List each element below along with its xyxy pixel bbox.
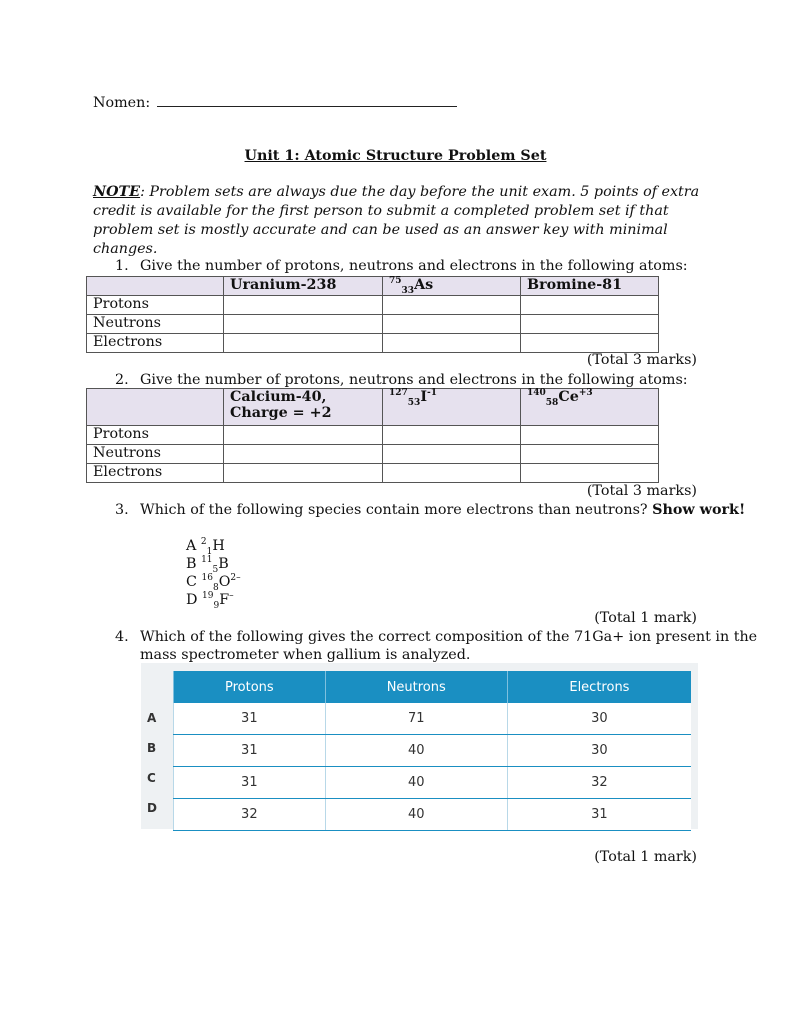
q3-total: (Total 1 mark) xyxy=(594,610,697,626)
q3-options xyxy=(186,537,241,609)
option-letter: B xyxy=(186,556,197,572)
question-number: 2. xyxy=(115,372,129,388)
option-letter: C xyxy=(186,574,197,590)
answer-cell[interactable] xyxy=(521,315,659,334)
question-text: Give the number of protons, neutrons and electrons in the following atoms: xyxy=(140,372,688,388)
mass-number: 19 xyxy=(202,591,214,602)
question-text-wrapper xyxy=(140,502,745,518)
option-letter: D xyxy=(186,592,198,608)
ion-charge: +3 xyxy=(578,388,593,399)
composition-table xyxy=(173,671,691,831)
q2-total: (Total 3 marks) xyxy=(586,483,697,499)
table-header-row xyxy=(87,389,659,426)
answer-cell[interactable] xyxy=(224,334,383,353)
option-b[interactable] xyxy=(186,555,241,573)
atomic-number: 8 xyxy=(212,582,219,593)
column-header xyxy=(521,389,659,426)
composition-table-image xyxy=(141,663,698,829)
answer-cell[interactable] xyxy=(521,334,659,353)
answer-cell[interactable] xyxy=(521,464,659,483)
row-letter: A xyxy=(147,711,157,725)
table-row[interactable] xyxy=(174,703,692,735)
q1-table xyxy=(86,276,659,353)
column-header xyxy=(383,277,521,296)
q1-total: (Total 3 marks) xyxy=(586,352,697,368)
column-header: Neutrons xyxy=(325,671,507,703)
mass-number: 2 xyxy=(200,537,207,548)
table-row xyxy=(87,334,659,353)
table-cell: 30 xyxy=(507,703,691,735)
table-cell: 40 xyxy=(325,767,507,799)
table-cell: 30 xyxy=(507,735,691,767)
table-cell: 31 xyxy=(174,767,326,799)
page-title: Unit 1: Atomic Structure Problem Set xyxy=(244,148,547,164)
element-symbol: F xyxy=(219,592,230,608)
table-row[interactable] xyxy=(174,767,692,799)
ion-charge: -1 xyxy=(427,388,438,399)
column-header: Bromine-81 xyxy=(521,277,659,296)
question-number: 1. xyxy=(115,258,129,274)
note-label: NOTE xyxy=(93,184,141,200)
note-paragraph xyxy=(93,183,703,259)
question-text: Give the number of protons, neutrons and electrons in the following atoms: xyxy=(140,258,688,274)
ion-charge: – xyxy=(229,591,234,602)
mass-number: 127 xyxy=(389,388,408,399)
table-row xyxy=(87,315,659,334)
row-label: Electrons xyxy=(87,334,224,353)
name-blank-line[interactable] xyxy=(157,94,457,107)
row-label: Protons xyxy=(87,426,224,445)
table-cell: 40 xyxy=(325,735,507,767)
table-row xyxy=(87,426,659,445)
atomic-number: 5 xyxy=(212,564,219,575)
answer-cell[interactable] xyxy=(383,426,521,445)
table-cell: 40 xyxy=(325,799,507,831)
answer-cell[interactable] xyxy=(224,315,383,334)
q2-table xyxy=(86,388,659,483)
table-cell: 32 xyxy=(174,799,326,831)
atomic-number: 33 xyxy=(401,285,415,296)
mass-number: 140 xyxy=(527,388,546,399)
table-row[interactable] xyxy=(174,799,692,831)
row-label: Protons xyxy=(87,296,224,315)
ion-charge: 2– xyxy=(230,573,241,584)
table-header-row xyxy=(87,277,659,296)
row-letters xyxy=(147,703,157,823)
name-label: Nomen: xyxy=(93,95,151,111)
column-header-line: Charge = +2 xyxy=(230,405,332,421)
column-header xyxy=(224,389,383,426)
option-a[interactable] xyxy=(186,537,241,555)
column-header-line: Calcium-40, xyxy=(230,389,327,405)
row-label: Neutrons xyxy=(87,445,224,464)
answer-cell[interactable] xyxy=(521,445,659,464)
table-row[interactable] xyxy=(174,735,692,767)
answer-cell[interactable] xyxy=(383,334,521,353)
table-row xyxy=(87,296,659,315)
element-symbol: Ce xyxy=(558,389,579,405)
question-text: Which of the following species contain more electrons than neutrons? xyxy=(140,502,648,518)
element-symbol: I xyxy=(420,389,428,405)
table-row xyxy=(87,464,659,483)
mass-number: 75 xyxy=(389,276,402,287)
column-header xyxy=(383,389,521,426)
table-cell: 31 xyxy=(174,703,326,735)
atomic-number: 1 xyxy=(206,546,213,557)
note-text: : Problem sets are always due the day before the unit exam. 5 points of extra credit is available for the first person to submit a completed problem set if that problem set is mostly accurate and can be used as an answer key with minimal changes. xyxy=(93,184,700,257)
empty-header-cell xyxy=(87,277,224,296)
answer-cell[interactable] xyxy=(224,445,383,464)
answer-cell[interactable] xyxy=(383,315,521,334)
answer-cell[interactable] xyxy=(224,426,383,445)
element-symbol: As xyxy=(414,277,434,293)
element-symbol: O xyxy=(218,574,231,590)
table-cell: 31 xyxy=(174,735,326,767)
answer-cell[interactable] xyxy=(521,426,659,445)
answer-cell[interactable] xyxy=(383,296,521,315)
table-cell: 31 xyxy=(507,799,691,831)
option-letter: A xyxy=(186,538,197,554)
question-text-line: mass spectrometer when gallium is analyzed. xyxy=(140,647,471,663)
mass-number: 11 xyxy=(201,555,213,566)
question-number: 3. xyxy=(115,502,129,518)
table-cell: 32 xyxy=(507,767,691,799)
table-header-row xyxy=(174,671,692,703)
name-field xyxy=(93,94,457,111)
answer-cell[interactable] xyxy=(383,464,521,483)
table-cell: 71 xyxy=(325,703,507,735)
q4-total: (Total 1 mark) xyxy=(594,849,697,865)
element-symbol: H xyxy=(212,538,225,554)
show-work-instruction: Show work! xyxy=(652,502,746,518)
mass-number: 16 xyxy=(201,573,213,584)
row-label: Electrons xyxy=(87,464,224,483)
row-letter: D xyxy=(147,801,157,815)
atomic-number: 9 xyxy=(213,600,220,611)
atomic-number: 58 xyxy=(545,397,559,408)
answer-cell[interactable] xyxy=(224,296,383,315)
element-symbol: B xyxy=(218,556,229,572)
row-letter: B xyxy=(147,741,157,755)
column-header: Uranium-238 xyxy=(224,277,383,296)
row-letter: C xyxy=(147,771,156,785)
row-label: Neutrons xyxy=(87,315,224,334)
option-c[interactable] xyxy=(186,573,241,591)
answer-cell[interactable] xyxy=(521,296,659,315)
question-text-line: Which of the following gives the correct composition of the 71Ga+ ion present in the xyxy=(140,629,758,645)
table-row xyxy=(87,445,659,464)
column-header: Protons xyxy=(174,671,326,703)
option-d[interactable] xyxy=(186,591,241,609)
answer-cell[interactable] xyxy=(383,445,521,464)
empty-header-cell xyxy=(87,389,224,426)
question-number: 4. xyxy=(115,629,129,645)
atomic-number: 53 xyxy=(407,397,421,408)
answer-cell[interactable] xyxy=(224,464,383,483)
column-header: Electrons xyxy=(507,671,691,703)
